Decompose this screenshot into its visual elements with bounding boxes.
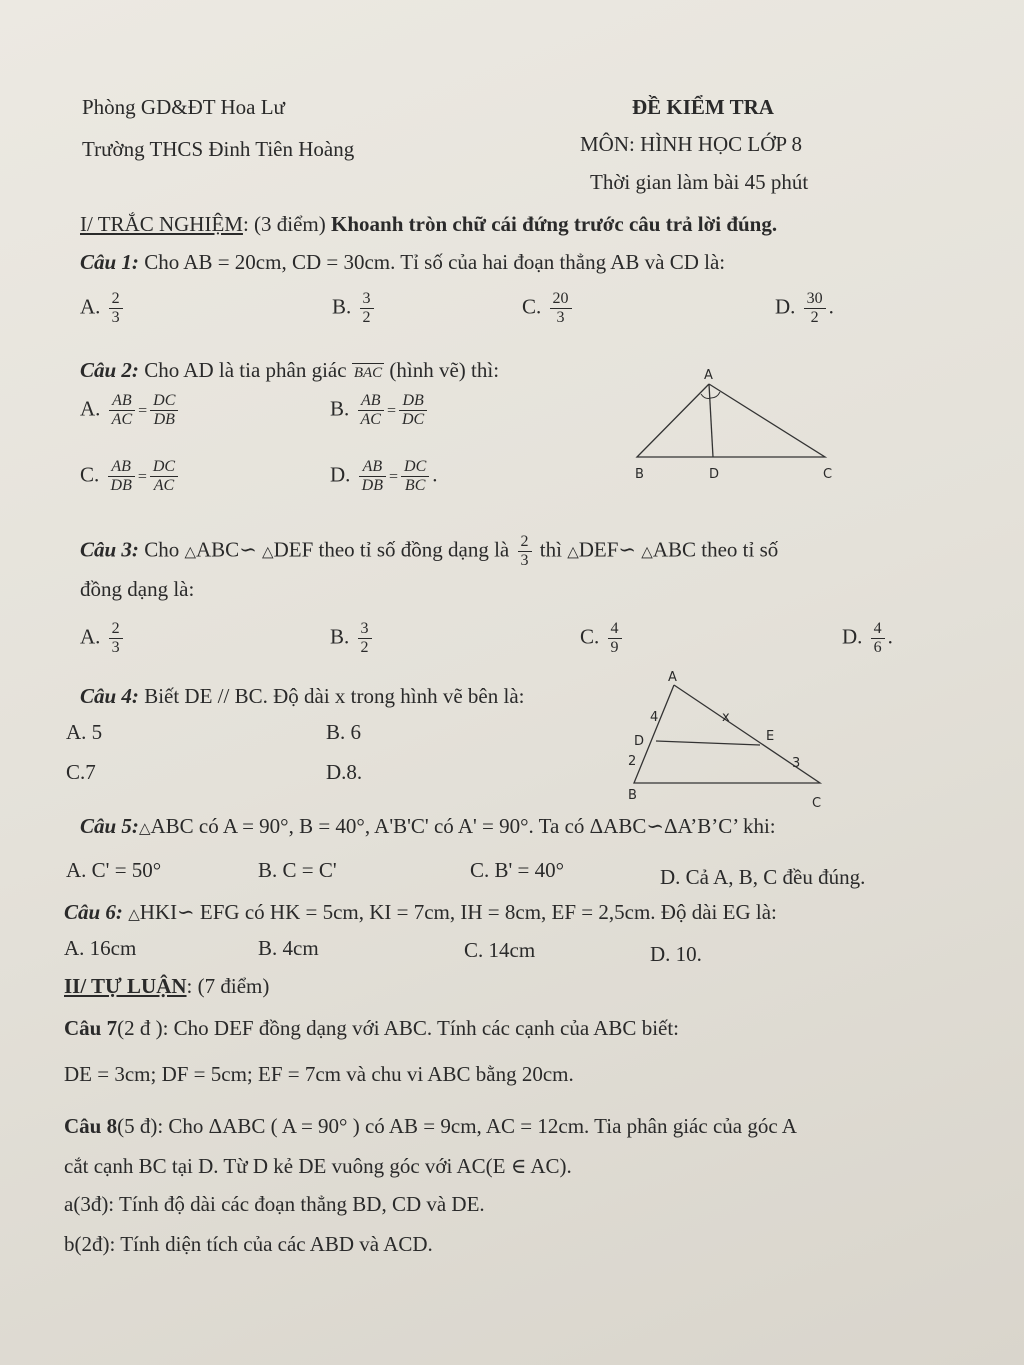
question-5-label: Câu 5:: [80, 814, 139, 838]
question-3: Câu 3: Cho △ABC∽ △DEF theo tỉ số đồng dạng là $\frac{2}{3}$ thì △DEF∽ △ABC theo tỉ số: [80, 533, 779, 570]
question-8-label: Câu 8: [64, 1114, 118, 1138]
q6-option-c[interactable]: C. 14cm: [464, 938, 536, 962]
question-1: [80, 250, 725, 275]
q1-option-a-letter: A.: [80, 294, 101, 319]
label-e: E: [766, 729, 775, 744]
triangle-symbol: △: [128, 905, 140, 923]
question-6-text: HKI∽ EFG có HK = 5cm, KI = 7cm, IH = 8cm, EF = 2,5cm. Độ dài EG là:: [139, 900, 777, 924]
q5-option-a[interactable]: A. C' = 50°: [66, 858, 162, 882]
q2-option-b[interactable]: B. $\frac{AB}{AC}$ = $\frac{DB}{DC}$: [330, 392, 430, 430]
q6-option-d[interactable]: D. 10.: [650, 942, 702, 966]
angle-arc-mark: [701, 392, 720, 399]
question-2-text-2: (hình vẽ) thì:: [389, 358, 500, 382]
q1-option-d-fraction: $\frac{30}{2}$: [804, 290, 826, 328]
triangle-symbol: △: [567, 542, 579, 561]
question-4-text: Biết DE // BC. Độ dài x trong hình vẽ bên là:: [144, 684, 525, 708]
exam-subject: MÔN: HÌNH HỌC LỚP 8: [580, 132, 803, 156]
q1-option-c[interactable]: [522, 290, 575, 328]
q2-option-d[interactable]: D. $\frac{AB}{DB}$ = $\frac{DC}{BC}$ .: [330, 458, 438, 495]
question-8-part-a: a(3đ): Tính độ dài các đoạn thẳng BD, CD và DE.: [64, 1192, 485, 1216]
part1-heading-line: [80, 212, 777, 237]
question-5-text: ABC có A = 90°, B = 40°, A'B'C' có A' = 90°. Ta có ΔABC∽ΔA’B’C’ khi:: [150, 814, 776, 838]
label-ae: x: [722, 710, 730, 725]
question-7-line-2: DE = 3cm; DF = 5cm; EF = 7cm và chu vi ABC bằng 20cm.: [64, 1062, 574, 1086]
q3-option-b[interactable]: B. $\frac{3}{2}$: [330, 620, 375, 658]
label-c: C: [823, 467, 833, 482]
triangle-symbol: △: [138, 819, 151, 837]
label-c: C: [812, 796, 822, 811]
part2-points: : (7 điểm): [186, 974, 270, 998]
label-a: A: [704, 368, 713, 383]
question-7-label: Câu 7: [64, 1016, 118, 1040]
q1-option-c-letter: C.: [522, 294, 542, 319]
question-6: [64, 900, 777, 925]
question-2-text-1: Cho AD là tia phân giác: [144, 358, 347, 382]
label-ec: 3: [792, 756, 801, 771]
q5-option-c[interactable]: C. B' = 40°: [470, 858, 565, 882]
question-3-line-2: đồng dạng là:: [80, 577, 195, 601]
question-4-label: Câu 4:: [80, 684, 139, 708]
label-b: B: [628, 788, 637, 803]
question-3-label: Câu 3:: [80, 537, 139, 562]
label-b: B: [635, 467, 644, 482]
parallel-lines-triangle-figure: [620, 665, 840, 813]
q1-option-c-fraction: $\frac{20}{3}$: [550, 290, 572, 328]
label-d: D: [709, 467, 720, 482]
part1-heading: I/ TRẮC NGHIỆM: [80, 212, 243, 236]
q1-option-d-letter: D.: [775, 294, 796, 319]
q3-option-a[interactable]: A. $\frac{2}{3}$: [80, 620, 126, 658]
question-7-line-1: (2 đ ): Cho DEF đồng dạng với ABC. Tính các cạnh của ABC biết:: [117, 1016, 680, 1040]
q4-option-b[interactable]: B. 6: [326, 720, 362, 744]
triangle-abc-outline: [637, 384, 825, 457]
bisector-ad: [709, 384, 713, 457]
bisector-triangle-figure: [625, 362, 855, 492]
q6-option-a[interactable]: A. 16cm: [64, 936, 137, 960]
question-5: [80, 814, 776, 839]
angle-bac-symbol: BAC: [353, 365, 383, 381]
q4-option-c[interactable]: C.7: [66, 760, 96, 784]
question-1-label: Câu 1:: [80, 250, 139, 274]
label-ad: 4: [650, 710, 659, 725]
question-1-text: Cho AB = 20cm, CD = 30cm. Tỉ số của hai đoạn thẳng AB và CD là:: [144, 250, 726, 274]
question-8-part-b: b(2đ): Tính diện tích của các ABD và ACD.: [64, 1232, 433, 1256]
segment-de: [656, 741, 760, 745]
q1-option-a[interactable]: [80, 290, 126, 328]
q3-option-d[interactable]: D. $\frac{4}{6}$ .: [842, 620, 893, 657]
q3-option-c[interactable]: C. $\frac{4}{9}$: [580, 620, 625, 658]
q6-option-b[interactable]: B. 4cm: [258, 936, 319, 960]
question-2: [80, 358, 499, 383]
part2-heading: II/ TỰ LUẬN: [64, 974, 187, 998]
department-name: Phòng GD&ĐT Hoa Lư: [82, 95, 285, 119]
triangle-symbol: △: [262, 542, 274, 561]
q4-option-d[interactable]: D.8.: [326, 760, 363, 784]
q2-option-a[interactable]: A. $\frac{AB}{AC}$ = $\frac{DC}{DB}$: [80, 392, 181, 430]
triangle-symbol: △: [641, 542, 653, 561]
label-d: D: [634, 734, 645, 749]
question-4: [80, 684, 524, 709]
q1-option-d[interactable]: D. $\frac{30}{2}$ .: [775, 290, 834, 327]
exam-time: Thời gian làm bài 45 phút: [590, 170, 809, 194]
q1-option-b-fraction: $\frac{3}{2}$: [360, 290, 374, 328]
q1-option-b-letter: B.: [332, 294, 352, 319]
triangle-symbol: △: [184, 542, 196, 561]
question-7: [64, 1016, 679, 1041]
part1-points: : (3 điểm): [242, 212, 326, 236]
question-6-label: Câu 6:: [64, 900, 123, 924]
question-2-label: Câu 2:: [80, 358, 139, 382]
q5-option-d[interactable]: D. Cả A, B, C đều đúng.: [660, 865, 866, 889]
q2-option-c[interactable]: C. $\frac{AB}{DB}$ = $\frac{DC}{AC}$: [80, 458, 181, 496]
q4-option-a[interactable]: A. 5: [66, 720, 103, 744]
question-8-line-1: (5 đ): Cho ΔABC ( A = 90° ) có AB = 9cm, AC = 12cm. Tia phân giác của góc A: [117, 1114, 797, 1138]
label-a: A: [668, 670, 677, 685]
exam-title: ĐỀ KIỂM TRA: [632, 95, 774, 119]
q5-option-b[interactable]: B. C = C': [258, 858, 337, 882]
q1-option-b[interactable]: [332, 290, 377, 328]
label-db: 2: [628, 754, 637, 769]
question-8-line-2: cắt cạnh BC tại D. Từ D kẻ DE vuông góc với AC(E ∈ AC).: [64, 1154, 572, 1178]
school-name: Trường THCS Đinh Tiên Hoàng: [82, 137, 355, 161]
question-8: [64, 1114, 797, 1139]
q1-option-a-fraction: $\frac{2}{3}$: [109, 290, 123, 328]
part2-heading-line: [64, 974, 269, 999]
part1-instruction: Khoanh tròn chữ cái đứng trước câu trả lời đúng.: [331, 212, 778, 236]
